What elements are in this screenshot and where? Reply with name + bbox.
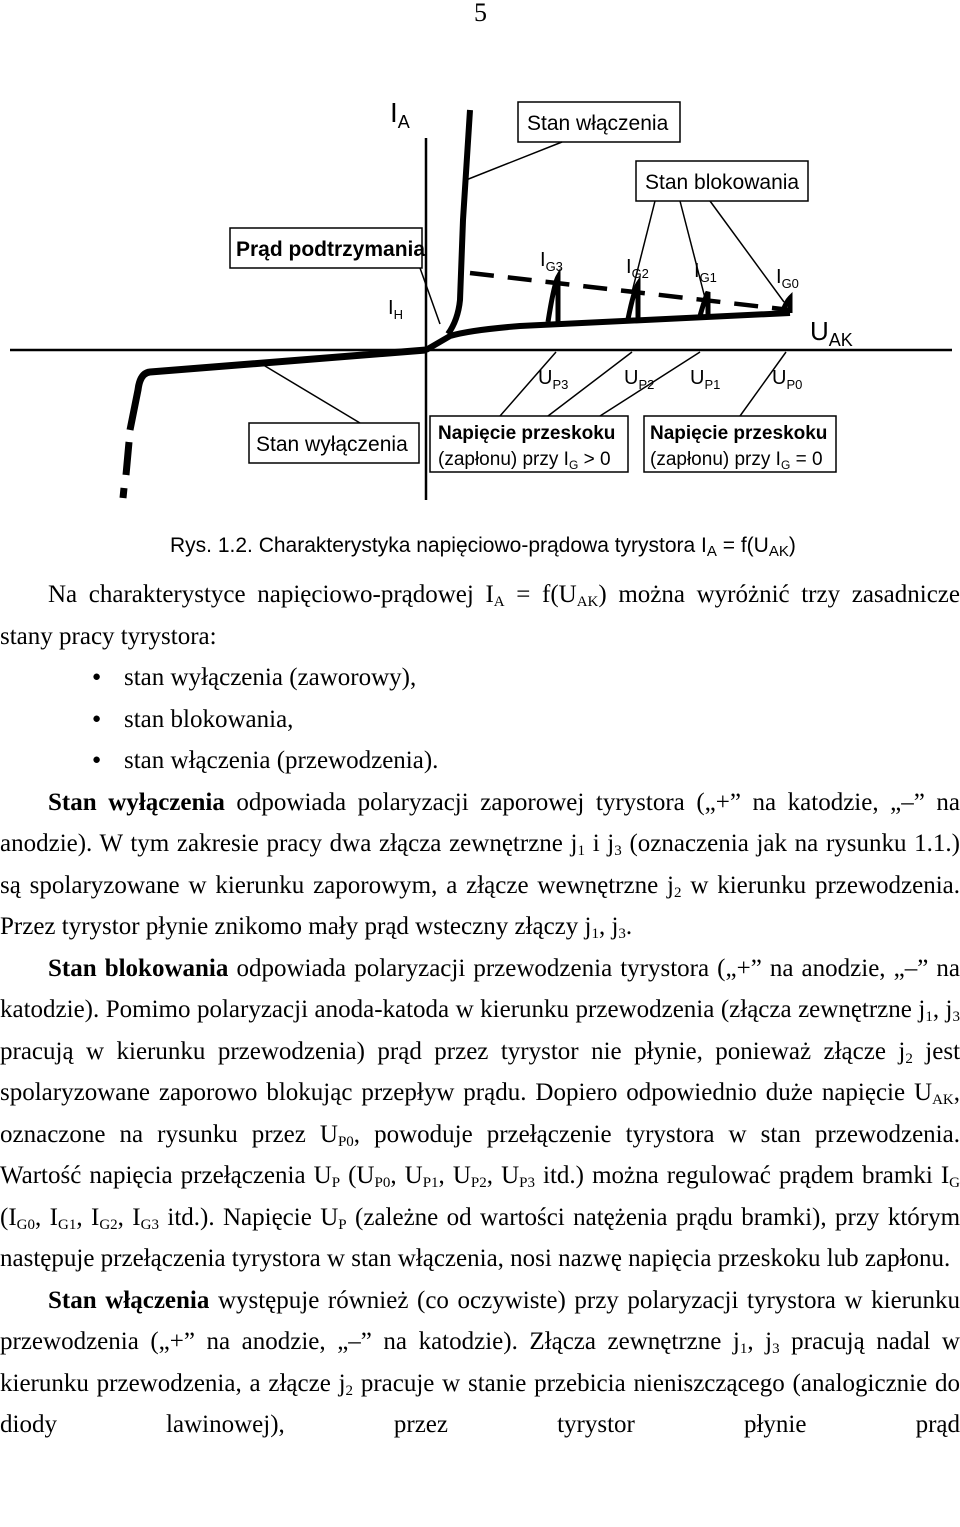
svg-text:Stan włączenia: Stan włączenia [527,112,669,135]
list-item: ● stan blokowania, [0,699,960,741]
paragraph-on-state: Stan włączenia występuje również (co oczywiste) przy polaryzacji tyrystora w kierunku przewodzenia („+” na anodzie, „–” na katodzie). Złącza zewnętrzne $j_1$, $j_3$ pracują nadal w kierunku przewodzenia, a złącze $j_2$ pracuje w stanie przebicia nieniszczącego (analogicznie do diody lawinowej), przez tyrystor płynie prąd [0,1286,960,1438]
states-list [0,657,960,782]
y-axis-label: $I_A$ [390,97,410,132]
paragraph-blocking-state: Stan blokowania odpowiada polaryzacji przewodzenia tyrystora („+” na anodzie, „–” na katodzie). Pomimo polaryzacji anoda-katoda w kierunku przewodzenia (złącza zewnętrzne $j_1$, $j_3$ pracują w kierunku przewodzenia) prąd przez tyrystor nie płynie, ponieważ złącze $j_2$ jest spolaryzowane zaporowo blokując przepływ prądu. Dopiero odpowiednio duże napięcie $U_{AK}$, oznaczone na rysunku przez $U_{P0}$, powoduje przełączenie tyrystora w stan przewodzenia. Wartość napięcia przełączenia $U_P$ ($U_{P0}$, $U_{P1}$, $U_{P2}$, $U_{P3}$ itd.) można regulować prądem bramki $I_G$ ($I_{G0}$, $I_{G1}$, $I_{G2}$, $I_{G3}$ itd.). Napięcie $U_P$ (zależne od wartości natężenia prądu bramki), przy którym następuje przełączenia tyrystora w stan włączenia, nosi nazwę napięcia przeskoku lub zapłonu. [0,954,960,1272]
intro-paragraph: Na charakterystyce napięciowo-prądowej $I_A = f(U_{AK})$ można wyróżnić trzy zasadnicze stany pracy tyrystora: [0,581,960,650]
figure-caption: Rys. 1.2. Charakterystyka napięciowo-prądowa tyrystora $I_A = f(U_{AK})$ [170,534,796,560]
label-ig2: $I_{G2}$ [626,256,649,281]
paragraph-off-state: Stan wyłączenia odpowiada polaryzacji zaporowej tyrystora („+” na katodzie, „–” na anodzie). W tym zakresie pracy dwa złącza zewnętrzne $j_1$ i $j_3$ (oznaczenia jak na rysunku 1.1.) są spolaryzowane w kierunku zaporowym, a złącze wewnętrzne $j_2$ w kierunku przewodzenia. Przez tyrystor płynie znikomo mały prąd wsteczny złączy $j_1$, $j_3$. [0,788,960,942]
svg-text:(zapłonu) przy IG = 0: (zapłonu) przy $I_G = 0$ [650,449,823,472]
page-number: 5 [474,0,487,27]
body-text [0,574,960,1446]
label-ih: $I_H$ [388,297,403,322]
label-ig3: $I_{G3}$ [540,249,563,274]
reverse-breakdown-dashed [123,442,129,498]
list-item: ● stan włączenia (przewodzenia). [0,740,960,782]
label-ig1: $I_{G1}$ [694,260,717,285]
svg-text:Stan blokowania: Stan blokowania [645,171,800,194]
svg-text:Stan wyłączenia: Stan wyłączenia [256,433,408,456]
svg-text:(zapłonu) przy IG > 0: (zapłonu) przy $I_G > 0$ [438,449,611,472]
label-up2: $U_{P2}$ [624,367,655,392]
x-axis-label: $U_{AK}$ [810,316,853,350]
reverse-characteristic [130,350,426,430]
thyristor-iv-diagram [0,70,960,510]
svg-text:Napięcie przeskoku: Napięcie przeskoku [650,423,828,444]
label-up0: $U_{P0}$ [772,367,803,392]
label-up1: $U_{P1}$ [690,367,721,392]
svg-text:Napięcie przeskoku: Napięcie przeskoku [438,423,616,444]
list-item: ● stan wyłączenia (zaworowy), [0,657,960,699]
label-ig0: $I_{G0}$ [776,266,799,291]
label-up3: $U_{P3}$ [538,367,569,392]
svg-text:Prąd podtrzymania: Prąd podtrzymania [236,238,426,261]
forward-blocking-curve [426,313,790,350]
on-state-branch [448,110,470,334]
